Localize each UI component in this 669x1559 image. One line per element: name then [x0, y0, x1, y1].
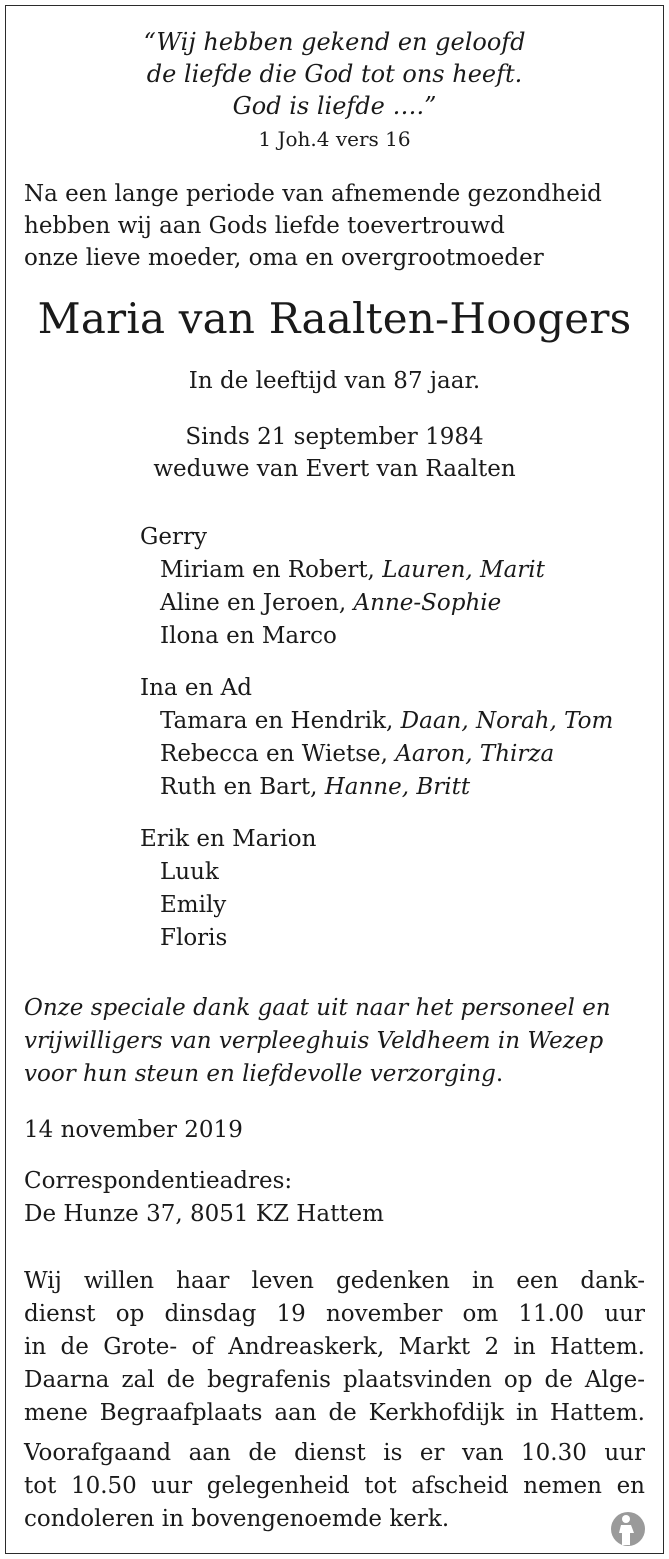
widow-line: Sinds 21 september 1984 [185, 424, 484, 450]
publisher-logo-icon [611, 1509, 645, 1549]
thanks-period: . [495, 1061, 504, 1087]
bible-quote [24, 26, 645, 122]
quote-reference: 1 Joh.4 vers 16 [258, 127, 411, 151]
thanks-line: Onze speciale dank gaat uit naar het personeel en [24, 995, 611, 1021]
service-line: Daarna zal de begrafenis plaatsvinden op de Alge- [24, 1367, 645, 1393]
family-group [140, 521, 640, 653]
child-names: Ruth en Bart, [160, 774, 318, 800]
family-child [140, 889, 640, 922]
family-group [140, 672, 640, 804]
age-text: In de leeftijd van 87 jaar. [188, 368, 481, 394]
condolence-line: condoleren in bovengenoemde kerk. [24, 1506, 450, 1532]
family-head: Gerry [140, 524, 207, 550]
quote-line: “Wij hebben gekend en geloofd [143, 28, 526, 56]
child-names: Ilona en Marco [160, 623, 337, 649]
intro-line: onze lieve moeder, oma en overgrootmoeder [24, 245, 544, 271]
child-names: Rebecca en Wietse, [160, 741, 388, 767]
service-line: mene Begraafplaats aan de Kerkhofdijk in Hattem. [24, 1400, 645, 1426]
thanks-line-text: voor hun steun en liefdevolle verzorging [24, 1061, 496, 1087]
service-line: dienst op dinsdag 19 november om 11.00 uur [24, 1301, 645, 1327]
quote-line: de liefde die God tot ons heeft. [146, 60, 523, 88]
thanks-text [24, 992, 645, 1091]
child-names: Miriam en Robert, [160, 557, 375, 583]
thanks-line [24, 1058, 645, 1091]
condolence-line: tot 10.50 uur gelegenheid tot afscheid nemen en [24, 1473, 645, 1499]
service-line: in de Grote- of Andreaskerk, Markt 2 in Hattem. [24, 1334, 645, 1360]
child-names: Emily [160, 892, 227, 918]
family-child [140, 738, 640, 771]
grandchildren-names: Hanne, Britt [324, 774, 471, 800]
widow-line: weduwe van Evert van Raalten [153, 456, 516, 482]
child-names: Aline en Jeroen, [160, 590, 347, 616]
grandchildren-names: Daan, Norah, Tom [400, 708, 614, 734]
address-label: Correspondentieadres: [24, 1168, 293, 1194]
quote-line: God is liefde ….” [232, 92, 437, 120]
family-child [140, 922, 640, 955]
family-list [140, 521, 640, 974]
deceased-name: Maria van Raalten-Hoogers [37, 294, 632, 343]
notice-date: 14 november 2019 [24, 1117, 243, 1143]
family-child [140, 771, 640, 804]
family-head: Erik en Marion [140, 826, 317, 852]
family-child [140, 587, 640, 620]
address-value: De Hunze 37, 8051 KZ Hattem [24, 1201, 384, 1227]
child-names: Tamara en Hendrik, [160, 708, 394, 734]
grandchildren-names: Aaron, Thirza [395, 741, 555, 767]
grandchildren-names: Anne-Sophie [353, 590, 502, 616]
correspondence-address [24, 1165, 645, 1231]
family-child [140, 705, 640, 738]
intro-line: Na een lange periode van afnemende gezondheid [24, 181, 602, 207]
family-child [140, 620, 640, 653]
intro-text [24, 178, 645, 274]
grandchildren-names: Lauren, Marit [382, 557, 545, 583]
condolence-text [24, 1437, 645, 1536]
thanks-line: vrijwilligers van verpleeghuis Veldheem in Wezep [24, 1028, 604, 1054]
family-group [140, 823, 640, 955]
service-line: Wij willen haar leven gedenken in een dank- [24, 1268, 645, 1294]
family-child [140, 554, 640, 587]
family-child [140, 856, 640, 889]
child-names: Luuk [160, 859, 219, 885]
condolence-line: Voorafgaand aan de dienst is er van 10.30 uur [24, 1440, 645, 1466]
service-text [24, 1265, 645, 1430]
widow-text [24, 421, 645, 485]
child-names: Floris [160, 925, 228, 951]
logo-head [622, 1515, 630, 1523]
intro-line: hebben wij aan Gods liefde toevertrouwd [24, 213, 505, 239]
family-head: Ina en Ad [140, 675, 252, 701]
